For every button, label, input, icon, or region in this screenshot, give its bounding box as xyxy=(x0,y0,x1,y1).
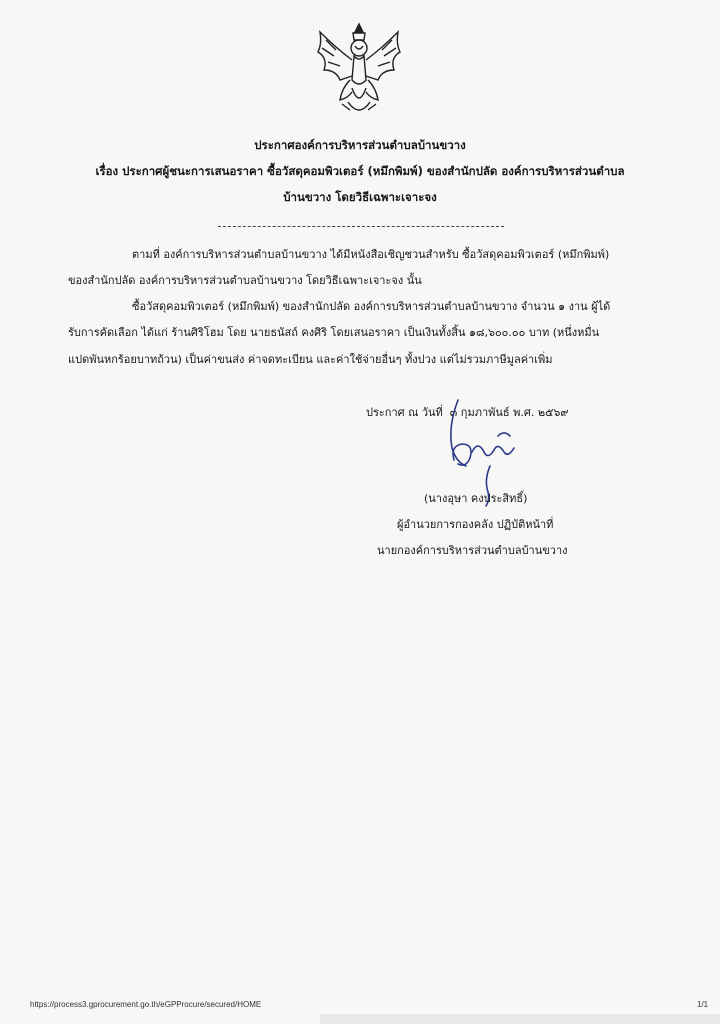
date-prefix: ประกาศ ณ วันที่ xyxy=(366,406,443,419)
bottom-shadow xyxy=(320,1014,720,1024)
title-divider xyxy=(218,226,504,227)
announcement-subject: เรื่อง ประกาศผู้ชนะการเสนอราคา ซื้อวัสดุคอมพิวเตอร์ (หมึกพิมพ์) ของสำนักปลัด องค์การบริหารส่วนตำบล xyxy=(95,164,625,178)
footer-url: https://process3.gprocurement.go.th/eGPProcure/secured/HOME xyxy=(30,1000,262,1009)
paragraph-1-line-2: ของสำนักปลัด องค์การบริหารส่วนตำบลบ้านขวาง โดยวิธีเฉพาะเจาะจง นั้น xyxy=(68,274,422,287)
paragraph-1-line-1: ตามที่ องค์การบริหารส่วนตำบลบ้านขวาง ได้มีหนังสือเชิญชวนสำหรับ ซื้อวัสดุคอมพิวเตอร์ (หมึกพิมพ์) xyxy=(132,248,610,261)
paragraph-2-line-2: รับการคัดเลือก ได้แก่ ร้านศิริโฮม โดย นายธนัสถ์ คงศิริ โดยเสนอราคา เป็นเงินทั้งสิ้น ๑๘,๖๐๐.๐๐ บาท (หนึ่งหมื่น xyxy=(68,326,600,339)
date-value: ๓ กุมภาพันธ์ พ.ศ. ๒๕๖๙ xyxy=(449,406,569,419)
paragraph-2-line-3: แปดพันหกร้อยบาทถ้วน) เป็นค่าขนส่ง ค่าจดทะเบียน และค่าใช้จ่ายอื่นๆ ทั้งปวง แต่ไม่รวมภาษีมูลค่าเพิ่ม xyxy=(68,353,553,366)
announcement-title: ประกาศองค์การบริหารส่วนตำบลบ้านขวาง xyxy=(254,138,466,152)
garuda-emblem xyxy=(306,18,412,124)
paragraph-2-line-1: ซื้อวัสดุคอมพิวเตอร์ (หมึกพิมพ์) ของสำนักปลัด องค์การบริหารส่วนตำบลบ้านขวาง จำนวน ๑ งาน ผู้ได้ xyxy=(132,300,611,313)
signatory-position: ผู้อำนวยการกองคลัง ปฏิบัติหน้าที่ xyxy=(397,518,554,531)
footer-page-number: 1/1 xyxy=(697,1000,709,1009)
signatory-name: (นางอุษา คงประสิทธิ์) xyxy=(424,492,528,505)
signatory-office: นายกองค์การบริหารส่วนตำบลบ้านขวาง xyxy=(377,544,568,557)
announcement-subject-cont: บ้านขวาง โดยวิธีเฉพาะเจาะจง xyxy=(283,190,437,204)
